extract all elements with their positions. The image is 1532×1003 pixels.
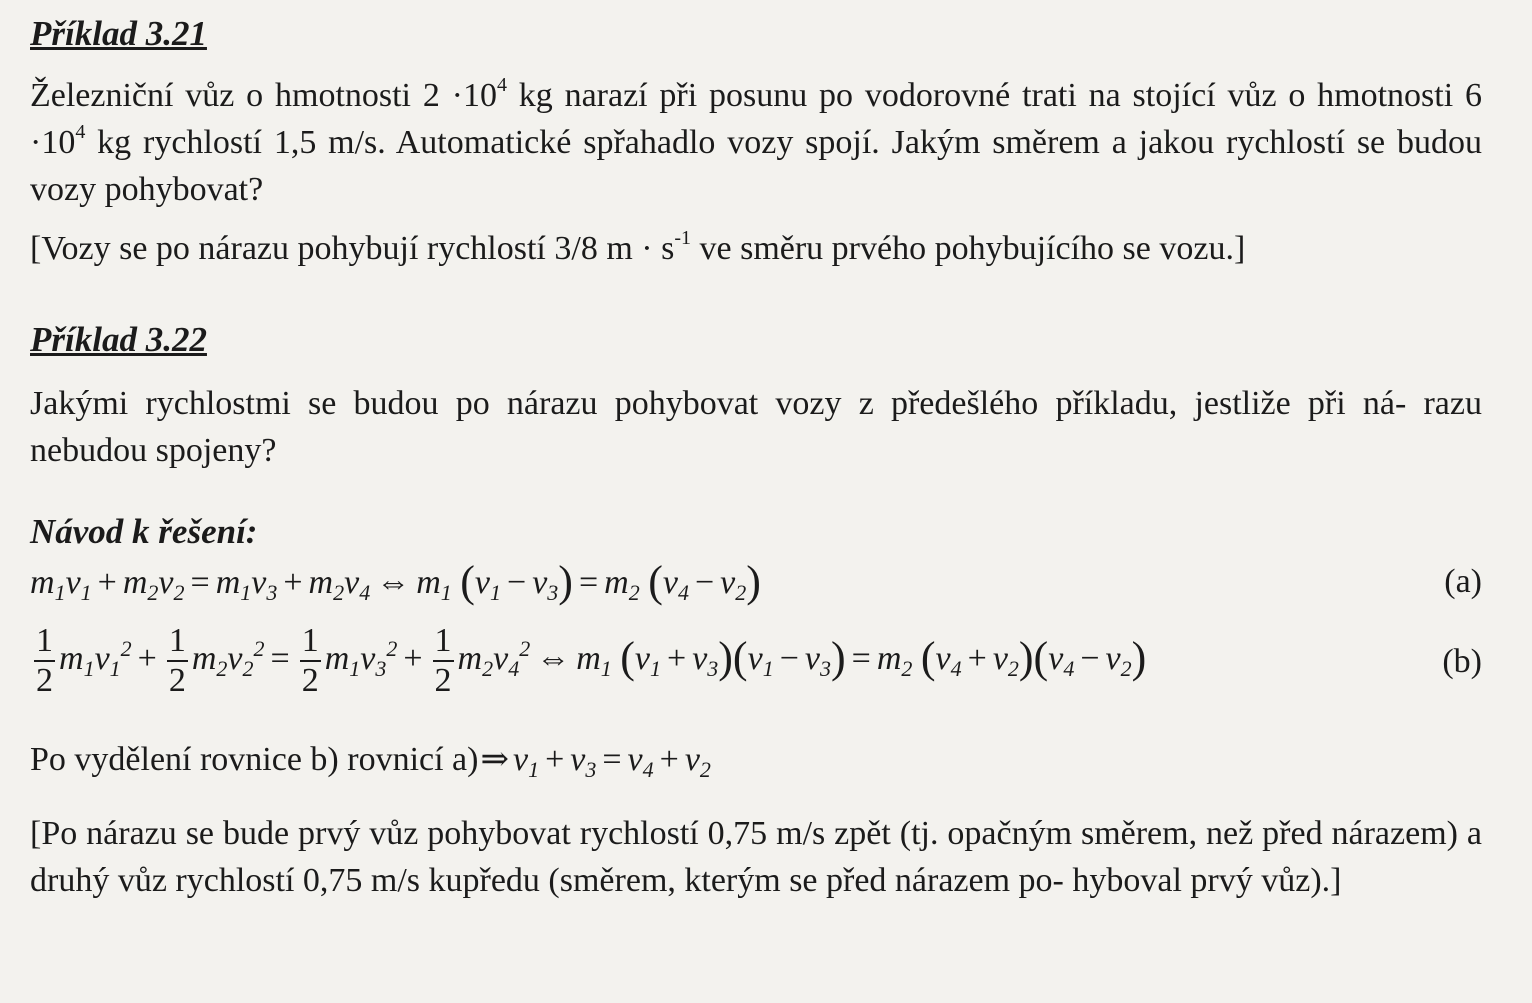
example-3-22-title: Příklad 3.22 [30, 320, 207, 359]
equation-b-tag: (b) [1442, 643, 1482, 680]
equation-b: $\frac{1}{2}$ $m_1v_1^2$ + $\frac{1}{2}$ $m_2v_2^2$ = $\frac{1}{2}$ $m_1v_3^2$ + $\frac{1}{2}$ $m_2v_4^2$ ⇔ $m_1$ $(v_1 + v_3)(v_1 - v_3) = m_2$ $(v_4 + v_2)(v_4 - v_2)$ (b) [36, 622, 1482, 699]
division-text: Po vydělení rovnice b) rovnicí a) [30, 741, 479, 778]
example-3-21-text: Železniční vůz o hmotnosti $2 \cdot 10^4$ kg narazí při posunu po vodorovné trati na stojící vůz o hmotnosti $6 \cdot 10^4$ kg rychlostí 1,5 m/s. Automatické spřahadlo vozy spojí. Jakým směrem a jakou rychlostí se budou vozy pohybovat? [30, 74, 1482, 208]
example-3-22-answer: [Po nárazu se bude prvý vůz pohybovat rychlostí 0,75 m/s zpět (tj. opačným směrem, než před nárazem) a druhý vůz rychlostí 0,75 m/s kupředu (směrem, kterým se před nárazem po- hyboval prvý vůz).] [30, 815, 1482, 899]
example-3-21-title: Příklad 3.21 [30, 14, 207, 53]
division-line: Po vydělení rovnice b) rovnicí a)⇒ $v_1 + v_3 = v_4 + v_2$ [30, 741, 711, 782]
example-3-21-answer: [Vozy se po nárazu pohybují rychlostí 3/8 $m \cdot s^{-1}$ ve směru prvého pohybujícího se vozu.] [30, 227, 1246, 267]
equation-a-tag: (a) [1444, 563, 1482, 600]
example-3-22-question: Jakými rychlostmi se budou po nárazu pohybovat vozy z předešlého příkladu, jestliže při ná- razu nebudou spojeny? [30, 385, 1482, 469]
equation-a: $m_1v_1 + m_2v_2 = m_1v_3 + m_2v_4$ ⇔ $m_1$ $(v_1 - v_3) = m_2$ $(v_4 - v_2)$ (a) [30, 557, 1482, 606]
solution-guide-title: Návod k řešení: [30, 512, 258, 551]
